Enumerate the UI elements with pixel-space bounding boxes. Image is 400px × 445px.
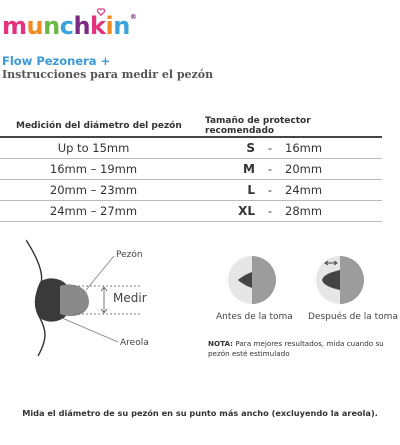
size-label: M	[243, 161, 255, 176]
logo-wordmark	[2, 12, 130, 40]
table-header-row	[0, 115, 382, 137]
areola-label: Areola	[120, 338, 149, 348]
size-label: S	[246, 140, 255, 155]
shield-mm: 20mm	[285, 161, 323, 176]
size-cell	[195, 158, 382, 179]
pezon-label: Pezón	[116, 250, 143, 260]
registered-mark: ®	[129, 13, 137, 21]
nipple-shape	[60, 284, 89, 316]
note-text: Para mejores resultados, mida cuando su pezón esté estimulado	[208, 339, 384, 358]
measure-instruction-footer: Mida el diámetro de su pezón en su punto más ancho (excluyendo la areola).	[22, 408, 378, 418]
heart-icon	[97, 8, 105, 16]
before-feeding-caption: Antes de la toma	[216, 312, 293, 322]
size-cell	[195, 179, 382, 200]
column-header-size: Tamaño de protector recomendado	[195, 115, 382, 137]
logo-letter: u	[26, 12, 44, 40]
logo-letter: c	[59, 12, 74, 40]
after-feeding-caption: Después de la toma	[308, 312, 398, 322]
column-header-measure: Medición del diámetro del pezón	[0, 115, 195, 137]
size-label: L	[247, 182, 255, 197]
measure-cell: 24mm – 27mm	[0, 200, 195, 221]
before-feeding-icon	[228, 256, 276, 304]
measure-cell: Up to 15mm	[0, 137, 195, 158]
logo-letter: n	[113, 12, 130, 40]
stimulation-note	[208, 339, 400, 358]
size-label: XL	[238, 203, 255, 218]
instructions-subtitle: Instrucciones para medir el pezón	[2, 68, 214, 81]
areola-leader-line	[62, 318, 118, 342]
logo-letter: n	[43, 12, 60, 40]
size-dash: -	[267, 182, 273, 197]
after-feeding-icon	[316, 256, 364, 304]
note-label: NOTA:	[208, 339, 234, 348]
size-cell	[195, 137, 382, 158]
size-dash: -	[267, 140, 273, 155]
pezon-leader-line	[86, 256, 114, 290]
size-dash: -	[267, 203, 273, 218]
size-table	[0, 115, 382, 222]
table-row	[0, 137, 382, 158]
table-row	[0, 179, 382, 200]
shield-mm: 16mm	[285, 140, 323, 155]
shield-mm: 28mm	[285, 203, 323, 218]
medir-label: Medir	[113, 291, 147, 305]
product-title: Flow Pezonera +	[2, 54, 111, 68]
measure-cell: 20mm – 23mm	[0, 179, 195, 200]
logo-letter: m	[2, 12, 27, 40]
table-row	[0, 200, 382, 221]
logo-letter: h	[73, 12, 91, 40]
logo-letter: i	[105, 12, 114, 40]
shield-mm: 24mm	[285, 182, 323, 197]
size-cell	[195, 200, 382, 221]
table-row	[0, 158, 382, 179]
munchkin-logo	[2, 14, 136, 38]
measure-cell: 16mm – 19mm	[0, 158, 195, 179]
logo-letter: k	[90, 12, 106, 40]
size-dash: -	[267, 161, 273, 176]
stimulation-icons	[226, 254, 366, 306]
